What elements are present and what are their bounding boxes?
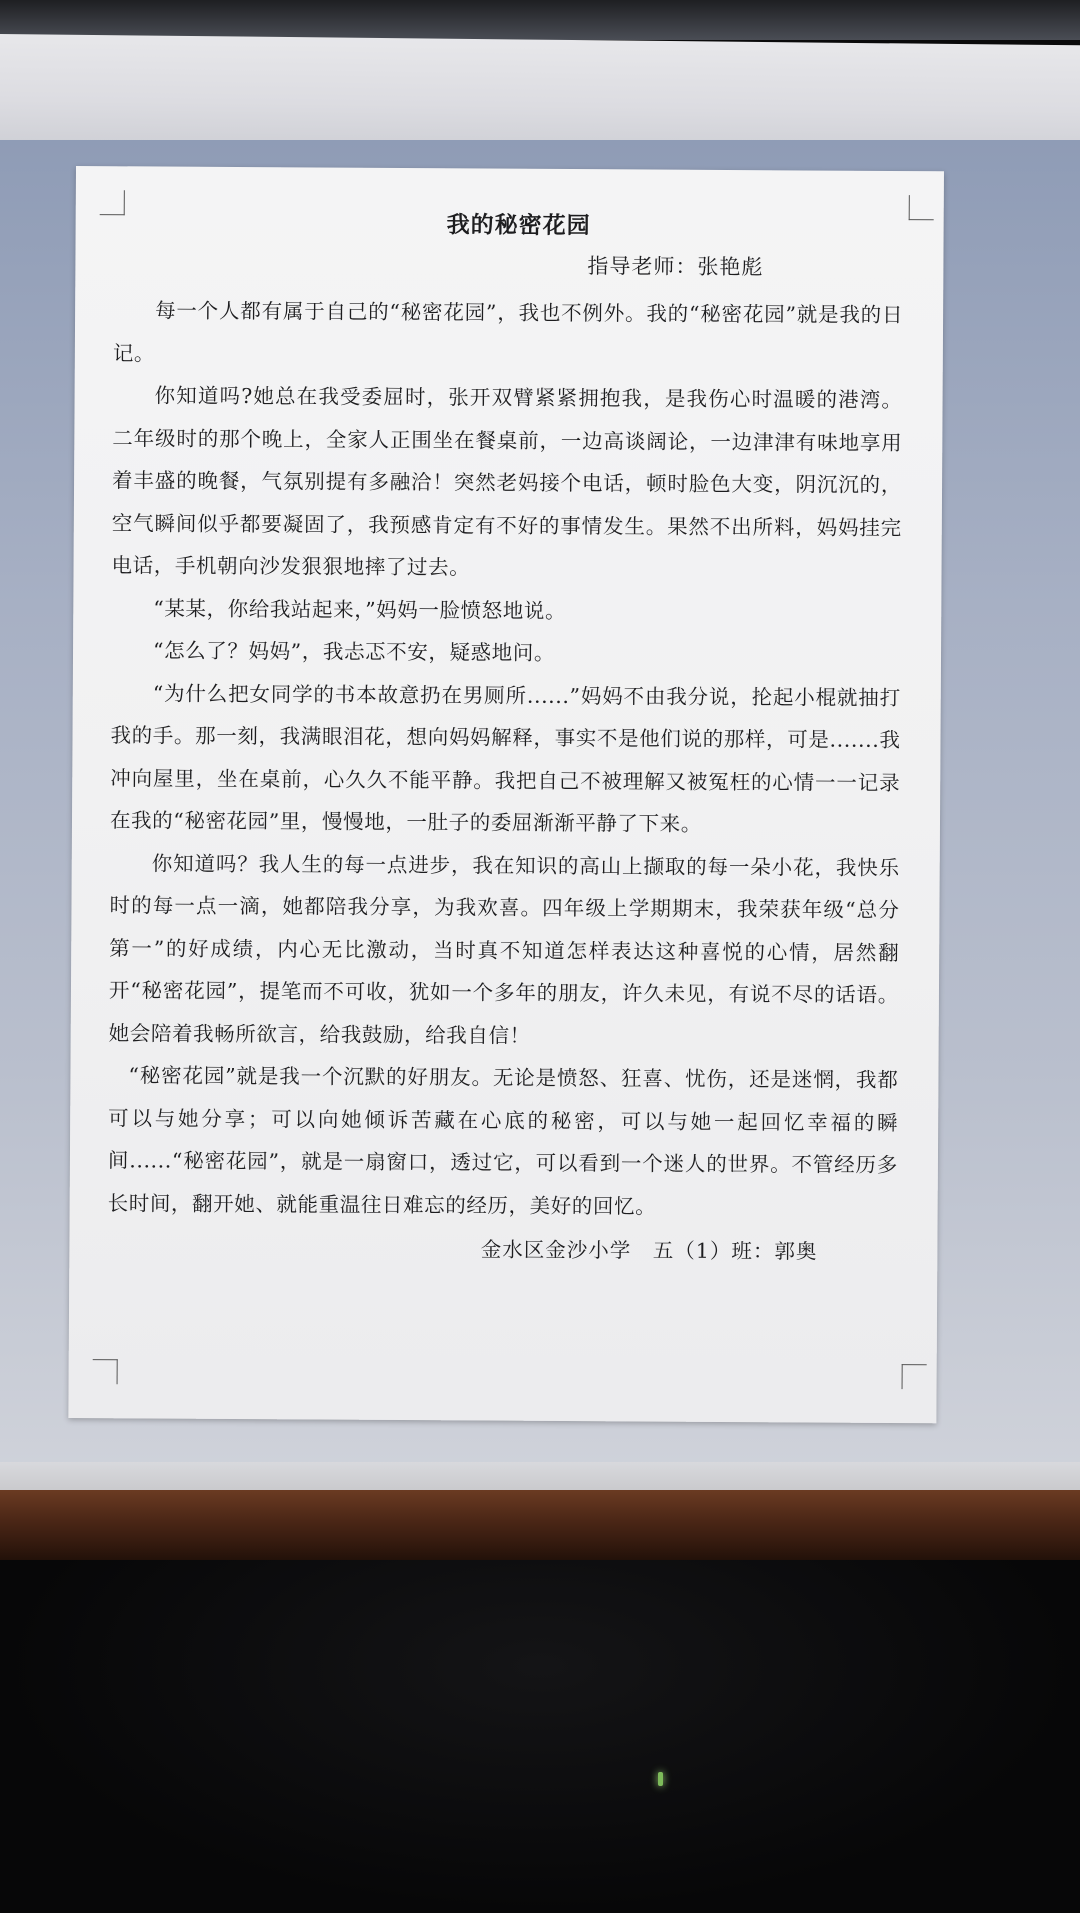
paragraph: 每一个人都有属于自己的“秘密花园”，我也不例外。我的“秘密花园”就是我的日记。 bbox=[112, 298, 904, 365]
status-bar-area bbox=[0, 1462, 1080, 1492]
margin-corner-mark bbox=[902, 1364, 927, 1389]
document-body[interactable] bbox=[107, 204, 903, 1265]
monitor-bezel bbox=[0, 1490, 1080, 1560]
document-title: 我的秘密花园 bbox=[446, 211, 591, 240]
paragraph: 你知道吗？我人生的每一点进步，我在知识的高山上撷取的每一朵小花，我快乐时的每一点一滴，她都陪我分享，为我欢喜。四年级上学期期末，我荣获年级“总分第一”的好成绩，内心无比激动，当时真不知道怎样表达这种喜悦的心情，居然翻开“秘密花园”，提笔而不可收，犹如一个多年的朋友，许久未见，有说不尽的话语。她会陪着我畅所欲言，给我鼓励，给我自信！ bbox=[108, 850, 900, 1048]
margin-corner-mark bbox=[909, 195, 934, 220]
paragraph: 你知道吗?她总在我受委屈时，张开双臂紧紧拥抱我，是我伤心时温暖的港湾。二年级时的那个晚上，全家人正围坐在餐桌前，一边高谈阔论，一边津津有味地享用着丰盛的晚餐，气氛别提有多融洽！突然老妈接个电话，顿时脸色大变，阴沉沉的，空气瞬间似乎都要凝固了，我预感肯定有不好的事情发生。果然不出所料，妈妈挂完电话，手机朝向沙发狠狠地摔了过去。 bbox=[111, 383, 903, 580]
monitor-base bbox=[0, 1560, 1080, 1913]
paragraph: “秘密花园”就是我一个沉默的好朋友。无论是愤怒、狂喜、忧伤，还是迷惘，我都可以与她分享；可以向她倾诉苦藏在心底的秘密，可以与她一起回忆幸福的瞬间......“秘密花园”，就是一扇窗口，透过它，可以看到一个迷人的世界。不管经历多长时间，翻开她、就能重温往日难忘的经历，美好的回忆。 bbox=[107, 1063, 899, 1219]
paragraph: “某某，你给我站起来，”妈妈一脸愤怒地说。 bbox=[153, 595, 567, 623]
paragraph: “为什么把女同学的书本故意扔在男厕所......”妈妈不由我分说，抡起小棍就抽打我的手。那一刻，我满眼泪花，想向妈妈解释，事实不是他们说的那样，可是.......我冲向屋里，坐在桌前，心久久不能平静。我把自己不被理解又被冤枉的心情一一记录在我的“秘密花园”里，慢慢地，一肚子的委屈渐渐平静了下来。 bbox=[109, 680, 901, 836]
margin-corner-mark bbox=[93, 1359, 118, 1384]
editor-toolbar-area bbox=[0, 34, 1080, 155]
paragraph: “怎么了？妈妈”，我忐忑不安，疑惑地问。 bbox=[152, 638, 556, 665]
monitor-top-edge bbox=[0, 0, 1080, 40]
author-signature: 金水区金沙小学 五（1）班：郭奥 bbox=[480, 1237, 818, 1264]
power-led-icon bbox=[658, 1772, 663, 1786]
document-page[interactable] bbox=[68, 166, 944, 1423]
advisor-line: 指导老师：张艳彪 bbox=[587, 254, 764, 280]
